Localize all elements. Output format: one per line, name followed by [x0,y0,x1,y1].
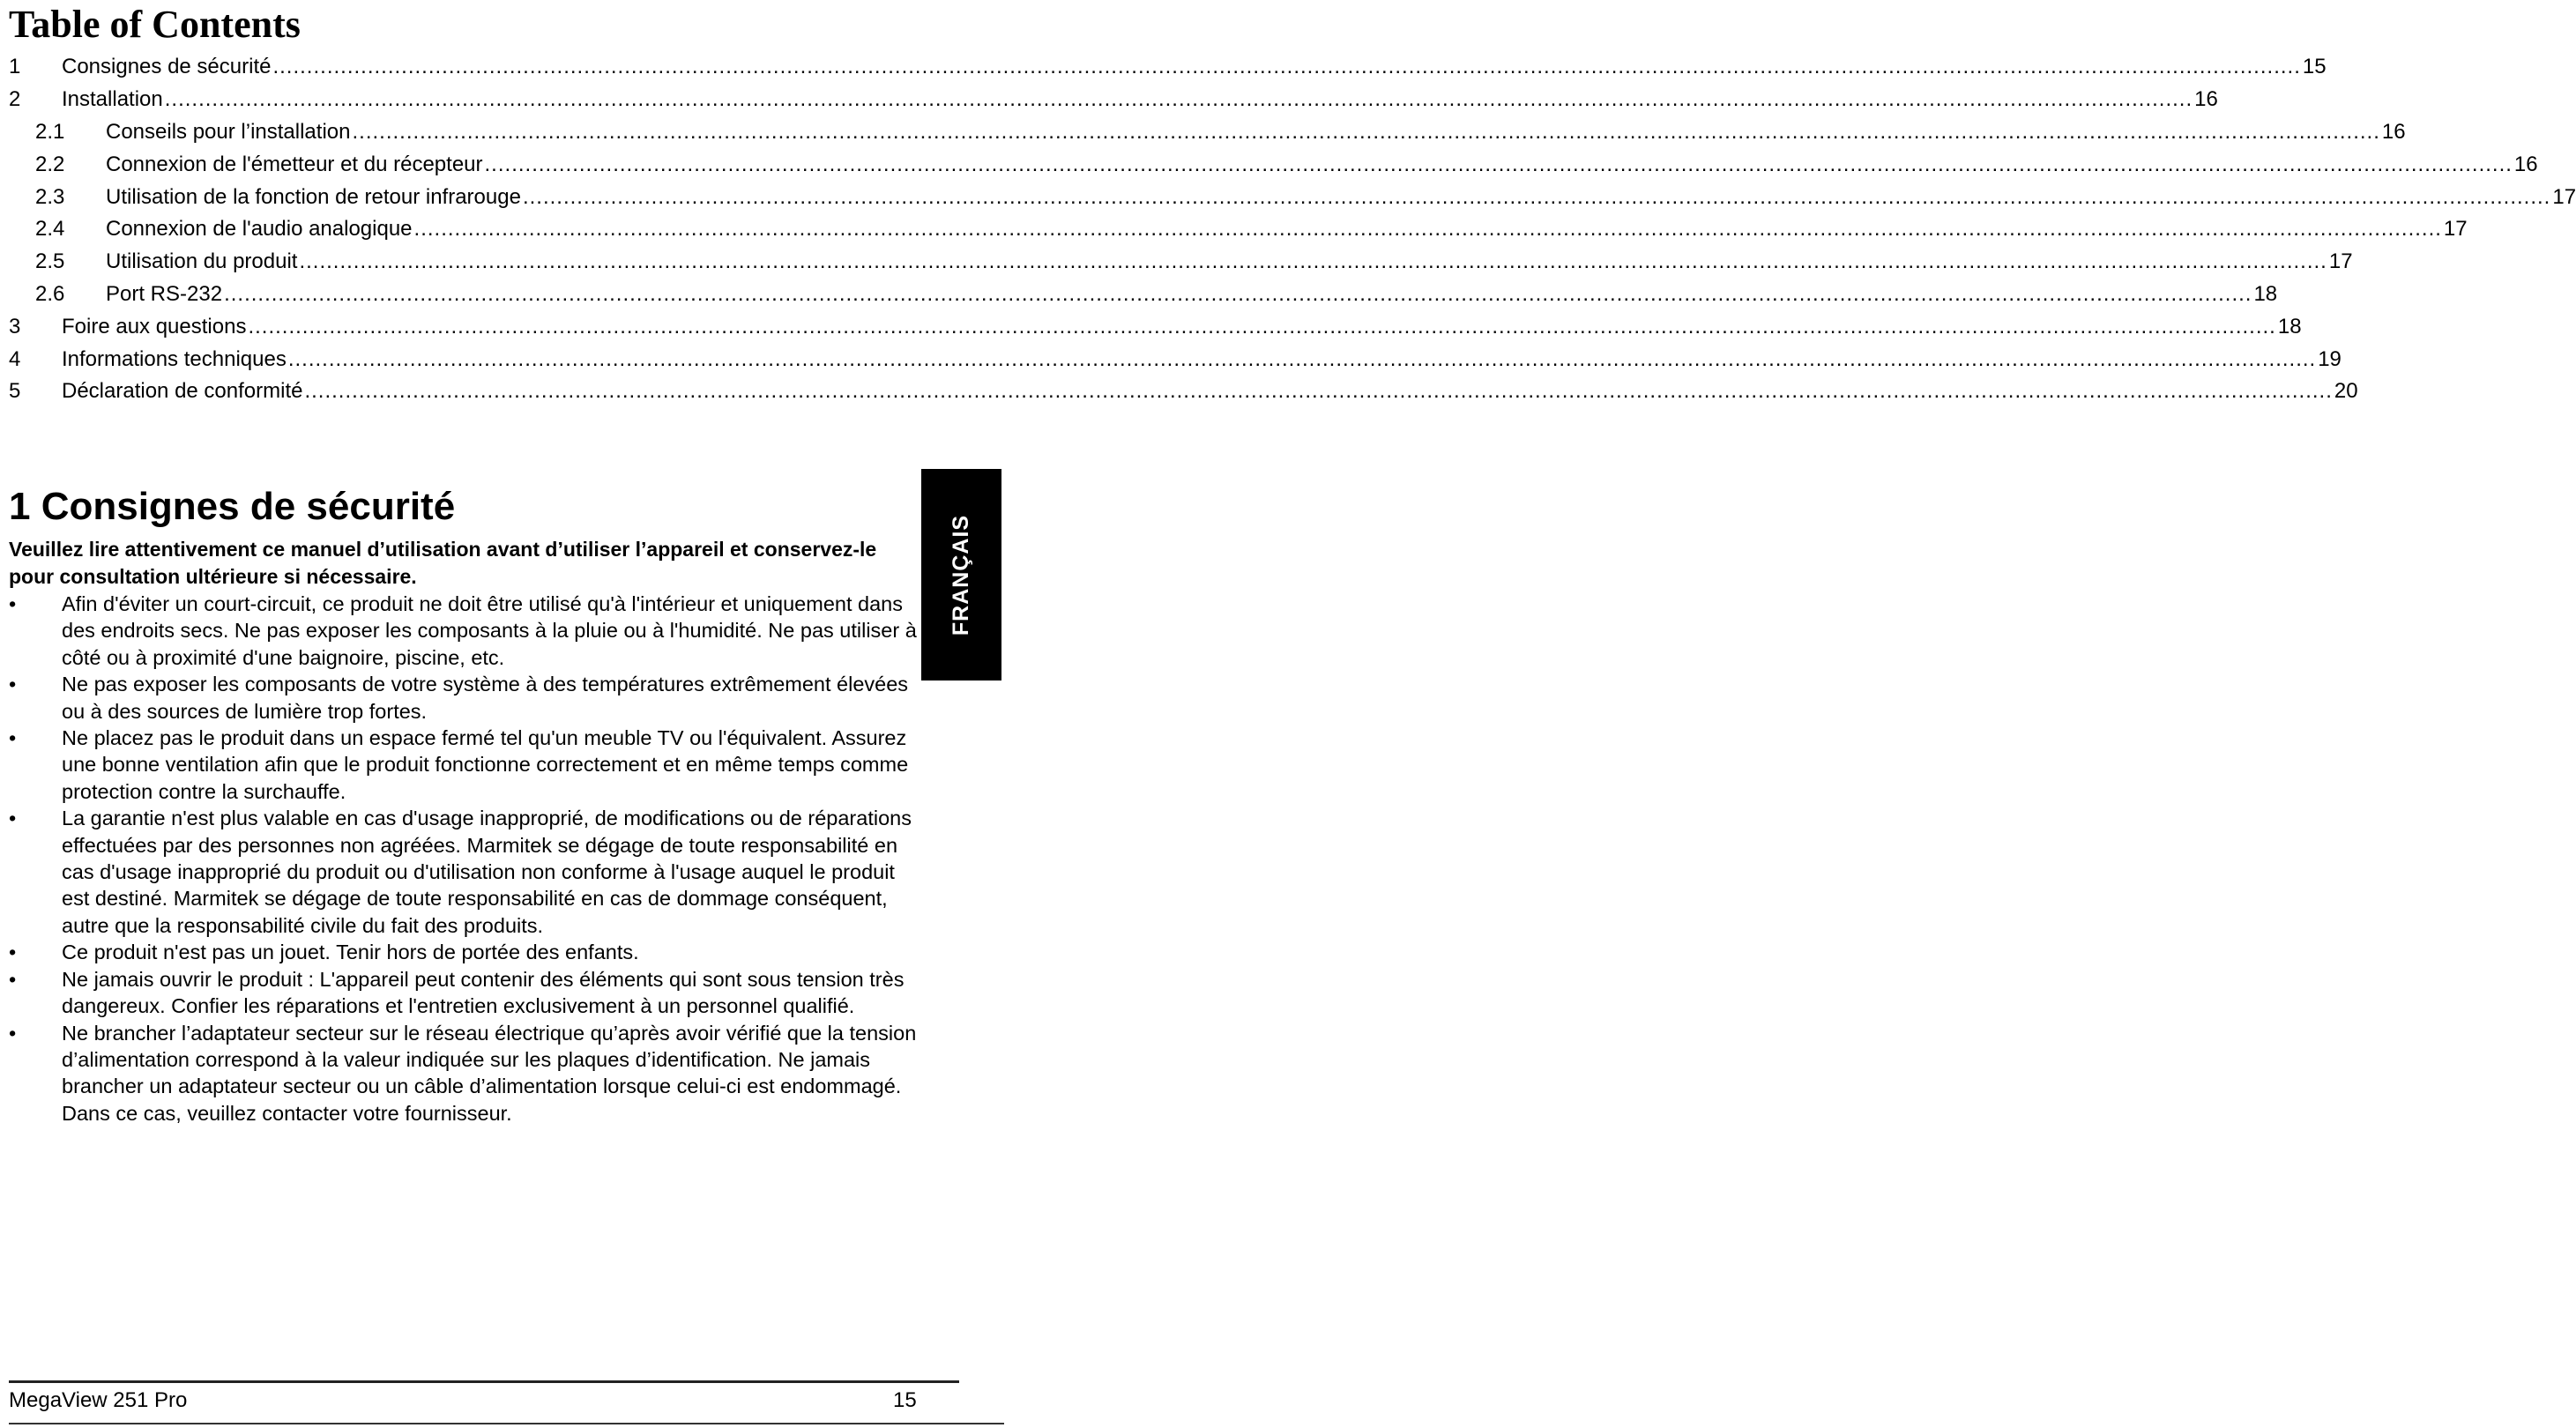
toc-entry-page: 16 [2381,119,2406,144]
safety-list-item [9,591,917,671]
bullet-icon: • [9,941,17,964]
toc-entry-title: Informations techniques [62,346,287,371]
toc-entry-title: Conseils pour l’installation [106,119,351,144]
toc-entry-number: 3 [9,314,21,338]
toc-entry-page: 17 [2328,249,2353,274]
safety-list-item-text: Ne placez pas le produit dans un espace fermé tel qu'un meuble TV ou l'équivalent. Assurez une bonne ventilation afin que le produit fonctionne correctement et en même temps comme protection contre la surchauffe. [62,726,909,803]
safety-list-item [9,939,917,965]
toc-entry-number: 2.6 [35,281,65,306]
toc-entry[interactable] [9,51,2327,84]
toc-entry-number: 2.5 [35,249,65,274]
section-title: 1 Consignes de sécurité [9,485,456,528]
language-tab [921,469,1001,681]
safety-list-item [9,966,917,1020]
bullet-icon: • [9,673,17,696]
footer-bottom-rule [9,1423,1004,1424]
toc-entry-page: 15 [2302,55,2327,79]
toc-entry-page: 16 [2194,87,2218,112]
toc-leader-dots: ............................................................................................................................................................................................................................................................................................................ [484,152,2513,176]
toc-entry[interactable] [9,84,2218,116]
safety-list-item-text: Ne pas exposer les composants de votre système à des températures extrêmement élevées ou à des sources de lumière trop fortes. [62,673,909,723]
toc-entry[interactable] [9,213,2468,246]
safety-list-item-text: La garantie n'est plus valable en cas d'usage inapproprié, de modifications ou de réparations effectuées par des personnes non agréées. Marmitek se dégage de toute responsabilité en cas d'usage inapproprié du produit ou d'utilisation non conforme à l'usage auquel le produit est destiné. Marmitek se dégage de toute responsabilité en cas de dommage conséquent, autre que la responsabilité civile du fait des produits. [62,807,912,937]
toc-entry[interactable] [9,376,2358,408]
safety-list-item-text: Afin d'éviter un court-circuit, ce produit ne doit être utilisé qu'à l'intérieur et uniquement dans des endroits secs. Ne pas exposer les composants à la pluie ou à l'humidité. Ne pas utiliser à côté ou à proximité d'une baignoire, piscine, etc. [62,592,917,669]
toc-entry-page: 17 [2552,184,2576,209]
table-of-contents [9,51,2576,408]
toc-entry-title: Consignes de sécurité [62,55,272,79]
toc-entry-number: 2.3 [35,184,65,209]
bullet-icon: • [9,1021,17,1045]
toc-entry-title: Installation [62,87,163,112]
toc-leader-dots: ............................................................................................................................................................................................................................................................................................................ [413,217,2442,242]
toc-entry-number: 4 [9,346,21,371]
toc-entry-page: 16 [2513,152,2538,176]
toc-entry-page: 19 [2318,346,2341,371]
footer-page-number: 15 [893,1388,917,1412]
toc-title: Table of Contents [9,3,301,46]
toc-entry-number: 5 [9,379,21,404]
toc-entry-page: 18 [2253,281,2278,306]
footer-divider [9,1380,959,1383]
toc-leader-dots: ............................................................................................................................................................................................................................................................................................................ [164,87,2193,112]
safety-list-item [9,725,917,805]
toc-entry-title: Port RS-232 [106,281,223,306]
safety-list [9,591,917,1127]
safety-list-item-text: Ne jamais ouvrir le produit : L'appareil peut contenir des éléments qui sont sous tension très dangereux. Confier les réparations et l'entretien exclusivement à un personnel qualifié. [62,967,905,1018]
bullet-icon: • [9,592,17,615]
toc-entry-page: 17 [2443,217,2468,242]
toc-entry[interactable] [9,310,2302,343]
toc-entry[interactable] [9,246,2353,279]
toc-entry-title: Foire aux questions [62,314,247,338]
safety-list-item [9,671,917,725]
safety-list-item-text: Ne brancher l’adaptateur secteur sur le réseau électrique qu’après avoir vérifié que la tension d’alimentation correspond à la valeur indiquée sur les plaques d’identification. Ne jamais brancher un adaptateur secteur ou un câble d’alimentation lorsque celui-ci est endommagé. Dans ce cas, veuillez contacter votre fournisseur. [62,1021,917,1125]
toc-leader-dots: ............................................................................................................................................................................................................................................................................................................ [304,379,2333,404]
safety-list-item [9,805,917,939]
bullet-icon: • [9,967,17,991]
language-tab-label: FRANÇAIS [949,514,974,636]
toc-entry-number: 2 [9,87,21,112]
toc-entry-number: 2.1 [35,119,65,144]
toc-entry[interactable] [9,279,2278,311]
toc-entry-page: 20 [2334,379,2358,404]
toc-leader-dots: ............................................................................................................................................................................................................................................................................................................ [272,55,2301,79]
toc-leader-dots: ............................................................................................................................................................................................................................................................................................................ [287,346,2317,371]
toc-leader-dots: ............................................................................................................................................................................................................................................................................................................ [299,249,2327,274]
bullet-icon: • [9,726,17,750]
toc-leader-dots: ............................................................................................................................................................................................................................................................................................................ [352,119,2380,144]
toc-entry[interactable] [9,116,2406,149]
toc-entry-title: Utilisation de la fonction de retour infrarouge [106,184,521,209]
bullet-icon: • [9,807,17,830]
safety-list-item [9,1020,917,1127]
toc-entry[interactable] [9,181,2576,213]
toc-entry-number: 2.4 [35,217,65,242]
toc-leader-dots: ............................................................................................................................................................................................................................................................................................................ [522,184,2551,209]
toc-entry[interactable] [9,343,2341,376]
toc-entry-title: Connexion de l'émetteur et du récepteur [106,152,483,176]
toc-entry-page: 18 [2277,314,2302,338]
toc-entry-title: Déclaration de conformité [62,379,303,404]
toc-entry-title: Utilisation du produit [106,249,298,274]
toc-entry-number: 1 [9,55,21,79]
toc-entry-title: Connexion de l'audio analogique [106,217,413,242]
footer-product-name: MegaView 251 Pro [9,1388,188,1412]
toc-entry[interactable] [9,148,2538,181]
toc-leader-dots: ............................................................................................................................................................................................................................................................................................................ [248,314,2276,338]
section-intro: Veuillez lire attentivement ce manuel d’utilisation avant d’utiliser l’appareil et conservez-le pour consultation ultérieure si nécessaire. [9,538,877,588]
safety-list-item-text: Ce produit n'est pas un jouet. Tenir hors de portée des enfants. [62,941,639,964]
toc-leader-dots: ............................................................................................................................................................................................................................................................................................................ [224,281,2252,306]
toc-entry-number: 2.2 [35,152,65,176]
